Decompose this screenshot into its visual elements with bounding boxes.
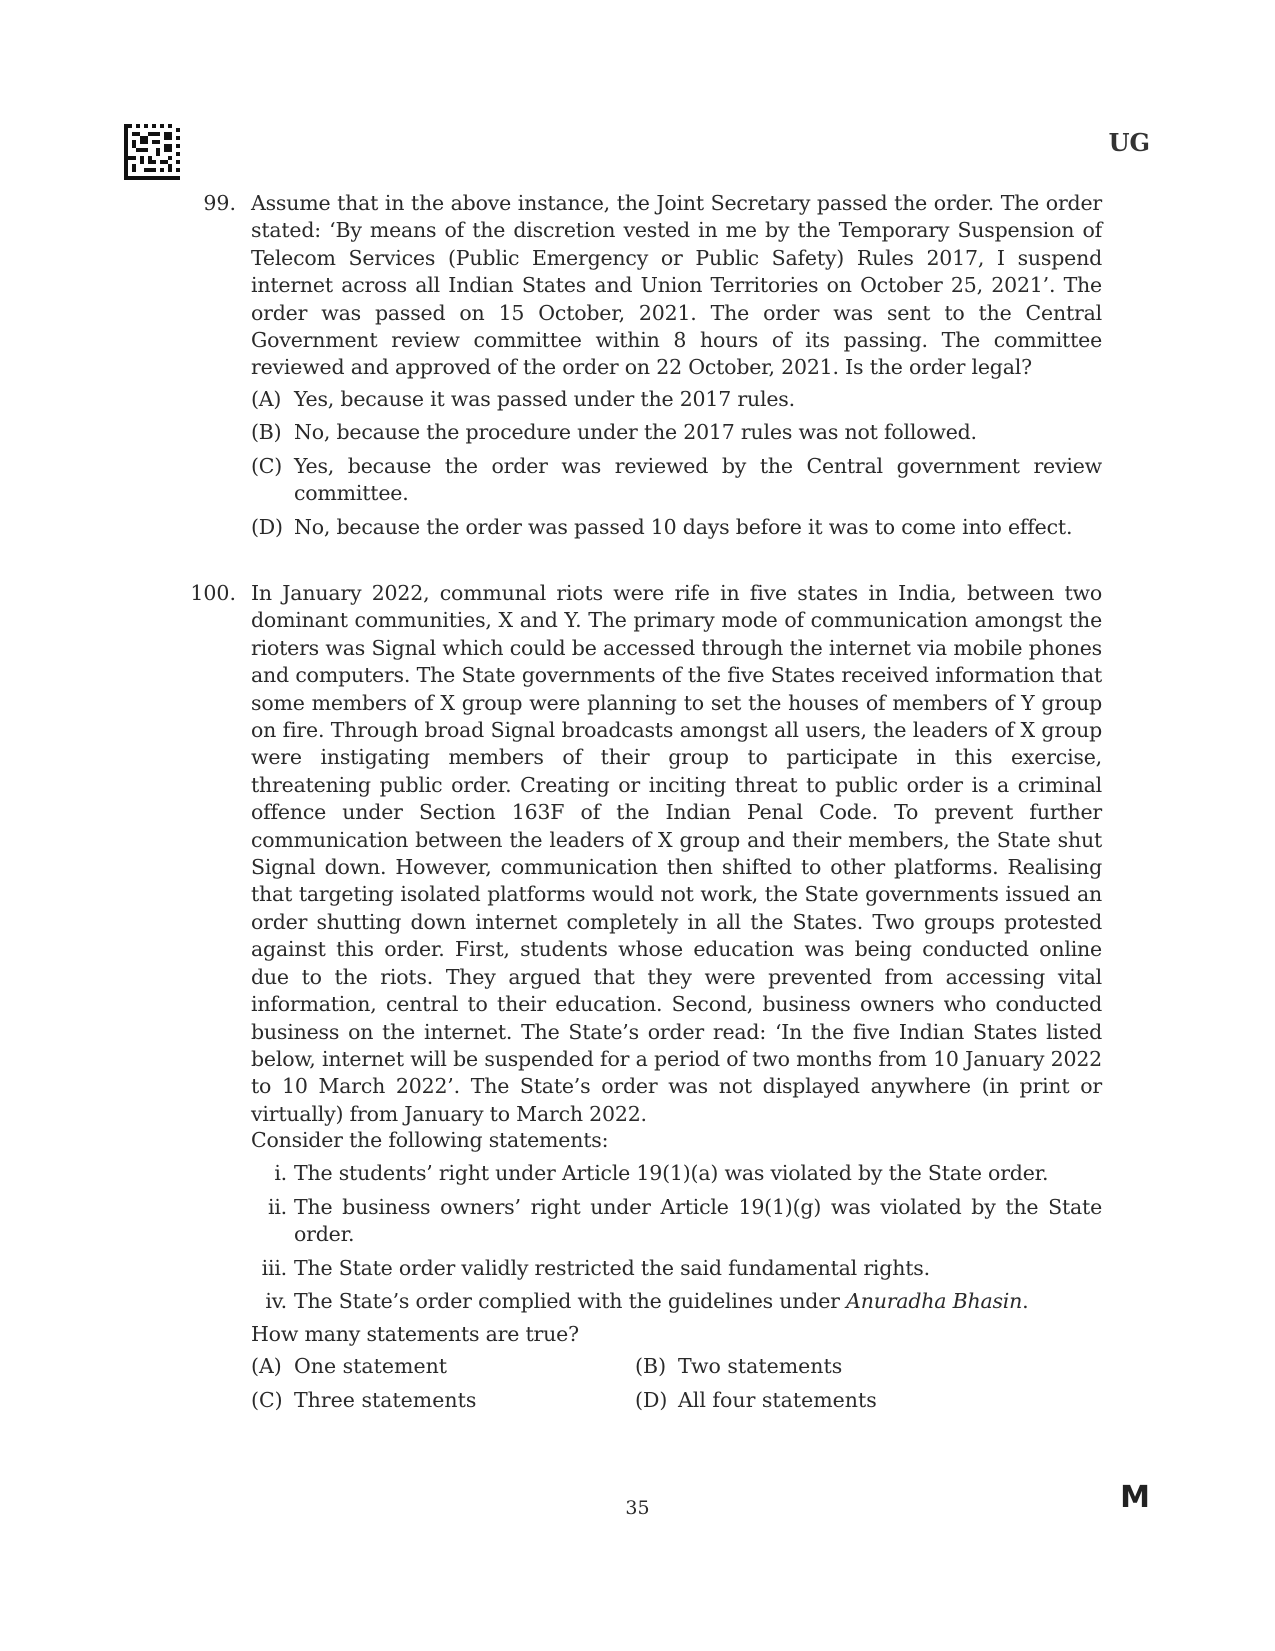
statement-text: The State order validly restricted the said fundamental rights.: [294, 1255, 930, 1280]
option-text: Yes, because the order was reviewed by the Central government review committee.: [294, 453, 1102, 506]
datamatrix-code-icon: [124, 124, 180, 180]
question-prompt: How many statements are true?: [251, 1322, 579, 1347]
option-text: No, because the procedure under the 2017 rules was not followed.: [294, 420, 977, 445]
statements-block: [251, 1127, 1102, 1421]
option-label: (D): [635, 1387, 668, 1412]
statement-label: iv.: [265, 1289, 287, 1314]
question-text: Assume that in the above instance, the Joint Secretary passed the order. The order stated: ‘By means of the discretion vested in me by the Temporary Suspension of Telecom Services (Public Emergency or Public Safety) Rules 2017, I suspend internet across all Indian States and Union Territories on October 25, 2021’. The order was passed on 15 October, 2021. The order was sent to the Central Government review committee within 8 hours of its passing. The committee reviewed and approved of the order on 22 October, 2021. Is the order legal?: [251, 191, 1102, 380]
statement-label: i.: [274, 1161, 287, 1186]
statement-ii: [251, 1194, 1102, 1249]
option-a: [251, 386, 1102, 413]
option-label: (C): [251, 453, 283, 478]
option-b: [251, 419, 1102, 446]
option-label: (A): [251, 1353, 282, 1378]
option-c: [251, 453, 1102, 508]
options-list: [251, 386, 1102, 541]
question-text: In January 2022, communal riots were rife in five states in India, between two dominant communities, X and Y. The primary mode of communication amongst the rioters was Signal which could be accessed through the internet via mobile phones and computers. The State governments of the five States received information that some members of X group were planning to set the houses of members of Y group on fire. Through broad Signal broadcasts amongst all users, the leaders of X group were instigating members of their group to participate in this exercise, threatening public order. Creating or inciting threat to public order is a criminal offence under Section 163F of the Indian Penal Code. To prevent further communication between the leaders of X group and their members, the State shut Signal down. However, communication then shifted to other platforms. Realising that targeting isolated platforms would not work, the State governments issued an order shutting down internet completely in all the States. Two groups protested against this order. First, students whose education was being conducted online due to the riots. They argued that they were prevented from accessing vital information, central to their education. Second, business owners who conducted business on the internet. The State’s order read: ‘In the five Indian States listed below, internet will be suspended for a period of two months from 10 January 2022 to 10 March 2022’. The State’s order was not displayed anywhere (in print or virtually) from January to March 2022.: [251, 581, 1102, 1126]
statement-i: [251, 1160, 1102, 1187]
option-text: Yes, because it was passed under the 2017 rules.: [294, 387, 795, 411]
page-number: 35: [625, 1497, 650, 1519]
options-grid: [251, 1353, 1102, 1421]
option-b: [635, 1353, 842, 1380]
statement-label: ii.: [267, 1194, 287, 1219]
option-text: All four statements: [678, 1387, 877, 1412]
option-d: [251, 514, 1102, 541]
statement-suffix: .: [1022, 1289, 1029, 1314]
option-label: (B): [635, 1353, 667, 1378]
set-code: M: [1120, 1480, 1150, 1515]
option-text: One statement: [294, 1353, 448, 1378]
case-name: Anuradha Bhasin: [846, 1289, 1023, 1314]
option-label: (A): [251, 387, 282, 411]
question-number: 99.: [203, 191, 236, 215]
option-text: Two statements: [678, 1353, 843, 1378]
question-number: 100.: [190, 581, 236, 605]
statement-label: iii.: [261, 1255, 287, 1280]
statement-iii: [251, 1255, 1102, 1282]
option-text: Three statements: [294, 1387, 477, 1412]
option-d: [635, 1387, 877, 1414]
option-a: [251, 1353, 447, 1380]
option-label: (C): [251, 1387, 283, 1412]
option-label: (D): [251, 514, 283, 539]
consider-prompt: Consider the following statements:: [251, 1128, 609, 1152]
option-label: (B): [251, 420, 282, 445]
statement-text: The business owners’ right under Article 19(1)(g) was violated by the State order.: [294, 1194, 1102, 1247]
option-c: [251, 1387, 476, 1414]
statement-iv: [251, 1288, 1102, 1315]
exam-level-code: UG: [1108, 128, 1150, 157]
statement-text: The students’ right under Article 19(1)(a) was violated by the State order.: [294, 1161, 1049, 1186]
statement-text: The State’s order complied with the guidelines under: [294, 1289, 840, 1314]
option-text: No, because the order was passed 10 days before it was to come into effect.: [294, 514, 1073, 539]
